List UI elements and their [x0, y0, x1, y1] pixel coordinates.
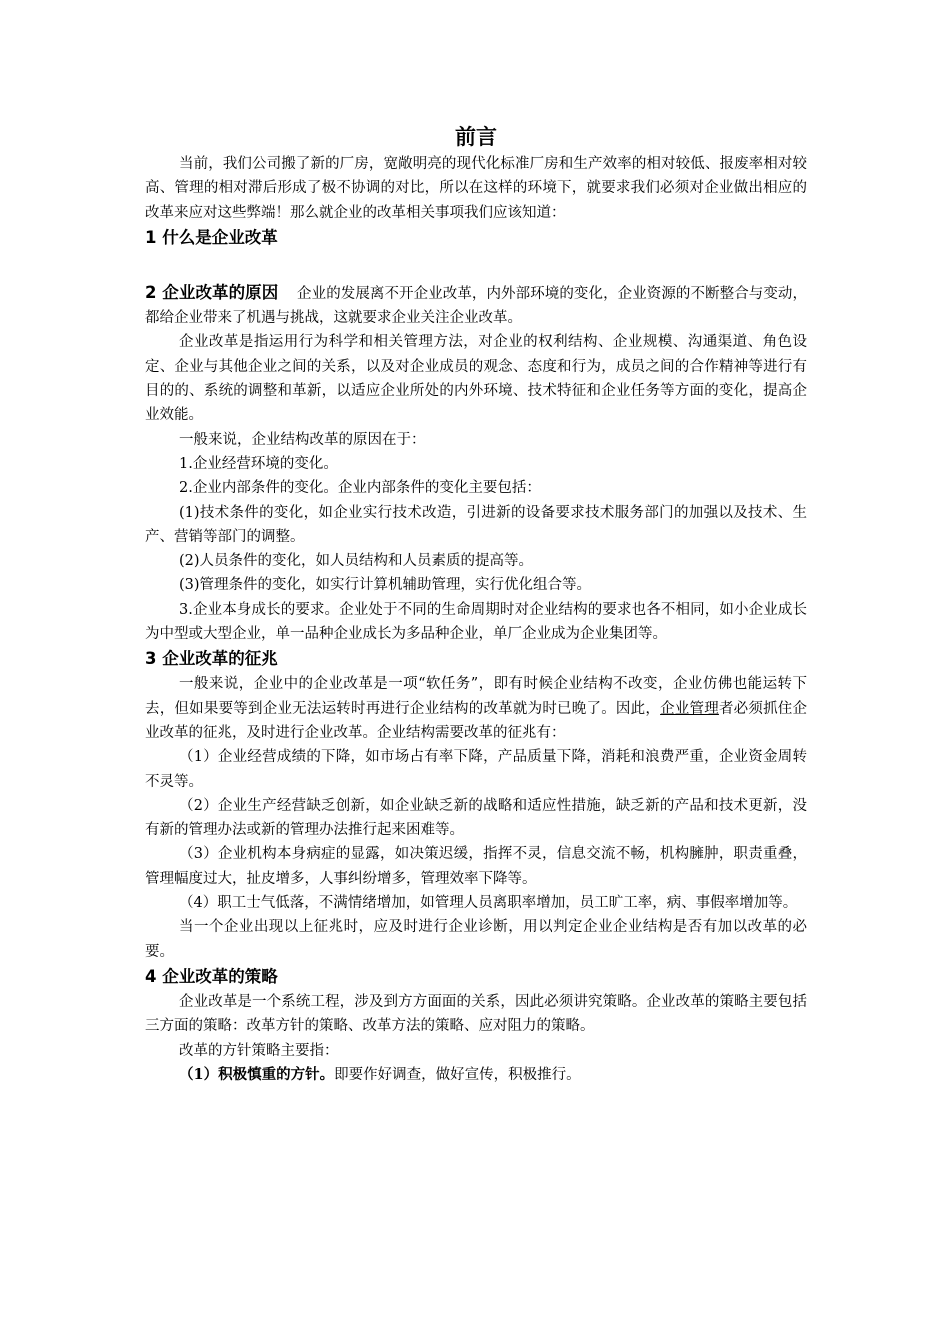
s2-paragraph-3: 1.企业经营环境的变化。: [179, 455, 338, 472]
section-2-heading: 2 企业改革的原因: [145, 282, 279, 302]
section-2-lead-text: 企业的发展离不开企业改革，内外部环境的变化，企业资源的不断整合与变动，都给企业带来了机遇与挑战，这就要求企业关注企业改革。: [145, 285, 808, 327]
s4-p3-rest: 即要作好调查，做好宣传，积极推行。: [334, 1066, 581, 1083]
s4-p3-bold: （1）积极慎重的方针。: [179, 1065, 335, 1083]
s4-paragraph-3: [145, 1063, 807, 1087]
s3-paragraph-6: 当一个企业出现以上征兆时，应及时进行企业诊断，用以判定企业企业结构是否有加以改革的必要。: [145, 919, 807, 960]
s3-paragraph-3: （2）企业生产经营缺乏创新，如企业缺乏新的战略和适应性措施，缺乏新的产品和技术更新，没有新的管理办法或新的管理办法推行起来困难等。: [145, 797, 807, 839]
s2-paragraph-4: 2.企业内部条件的变化。企业内部条件的变化主要包括：: [179, 480, 541, 497]
s4-paragraph-1: 企业改革是一个系统工程，涉及到方方面面的关系，因此必须讲究策略。企业改革的策略主要包括三方面的策略：改革方针的策略、改革方法的策略、应对阻力的策略。: [145, 993, 807, 1035]
s3-paragraph-4: （3）企业机构本身病症的显露，如决策迟缓，指挥不灵，信息交流不畅，机构臃肿，职责重叠，管理幅度过大，扯皮增多，人事纠纷增多，管理效率下降等。: [145, 846, 807, 887]
s2-paragraph-5: (1)技术条件的变化，如企业实行技术改造，引进新的设备要求技术服务部门的加强以及技术、生产、营销等部门的调整。: [145, 504, 807, 545]
s2-paragraph-1: 企业改革是指运用行为科学和相关管理方法，对企业的权利结构、企业规模、沟通渠道、角色设定、企业与其他企业之间的关系，以及对企业成员的观念、态度和行为，成员之间的合作精神等进行有目的的、系统的调整和革新，以适应企业所处的内外环境、技术特征和企业任务等方面的变化，提高企业效能。: [145, 334, 807, 424]
page-title: 前言: [455, 125, 497, 149]
s3-paragraph-5: （4）职工士气低落，不满情绪增加，如管理人员离职率增加，员工旷工率，病、事假率增加等。: [179, 895, 798, 912]
blank-gap: [145, 251, 807, 281]
section-2-lead: [145, 281, 807, 331]
s2-paragraph-8: 3.企业本身成长的要求。企业处于不同的生命周期时对企业结构的要求也各不相同，如小企业成长为中型或大型企业，单一品种企业成长为多品种企业，单厂企业成为企业集团等。: [145, 601, 807, 643]
s3-p1-text-a: 一般来说，企业中的企业改革是一项“软任务”，即有时候企业结构不改变，企业仿佛也能运转下去，但如果要等到企业无法运转时再进行企业结构的改革就为时已晚了。因此，: [145, 676, 807, 717]
section-3-heading: 3 企业改革的征兆: [145, 649, 278, 669]
section-4-heading: 4 企业改革的策略: [145, 966, 278, 986]
s3-paragraph-2: （1）企业经营成绩的下降，如市场占有率下降，产品质量下降，消耗和浪费严重，企业资金周转不灵等。: [145, 749, 807, 790]
section-1-heading: 1 什么是企业改革: [145, 227, 278, 247]
s2-paragraph-2: 一般来说，企业结构改革的原因在于：: [179, 431, 426, 448]
s3-p1-text-b: 者必须抓住企业改革的征兆，及时进行企业改革。企业结构需要改革的征兆有：: [145, 700, 808, 741]
s2-paragraph-6: (2)人员条件的变化，如人员结构和人员素质的提高等。: [179, 553, 534, 570]
document-page: [145, 122, 807, 1087]
s2-paragraph-7: (3)管理条件的变化，如实行计算机辅助管理，实行优化组合等。: [179, 577, 592, 594]
intro-paragraph: 当前，我们公司搬了新的厂房，宽敞明亮的现代化标准厂房和生产效率的相对较低、报废率相对较高、管理的相对滞后形成了极不协调的对比，所以在这样的环境下，就要求我们必须对企业做出相应的改革来应对这些弊端！那么就企业的改革相关事项我们应该知道：: [145, 156, 807, 221]
enterprise-management-link[interactable]: 企业管理: [660, 700, 719, 717]
s4-paragraph-2: 改革的方针策略主要指：: [179, 1042, 339, 1059]
s3-paragraph-1: [145, 672, 807, 745]
